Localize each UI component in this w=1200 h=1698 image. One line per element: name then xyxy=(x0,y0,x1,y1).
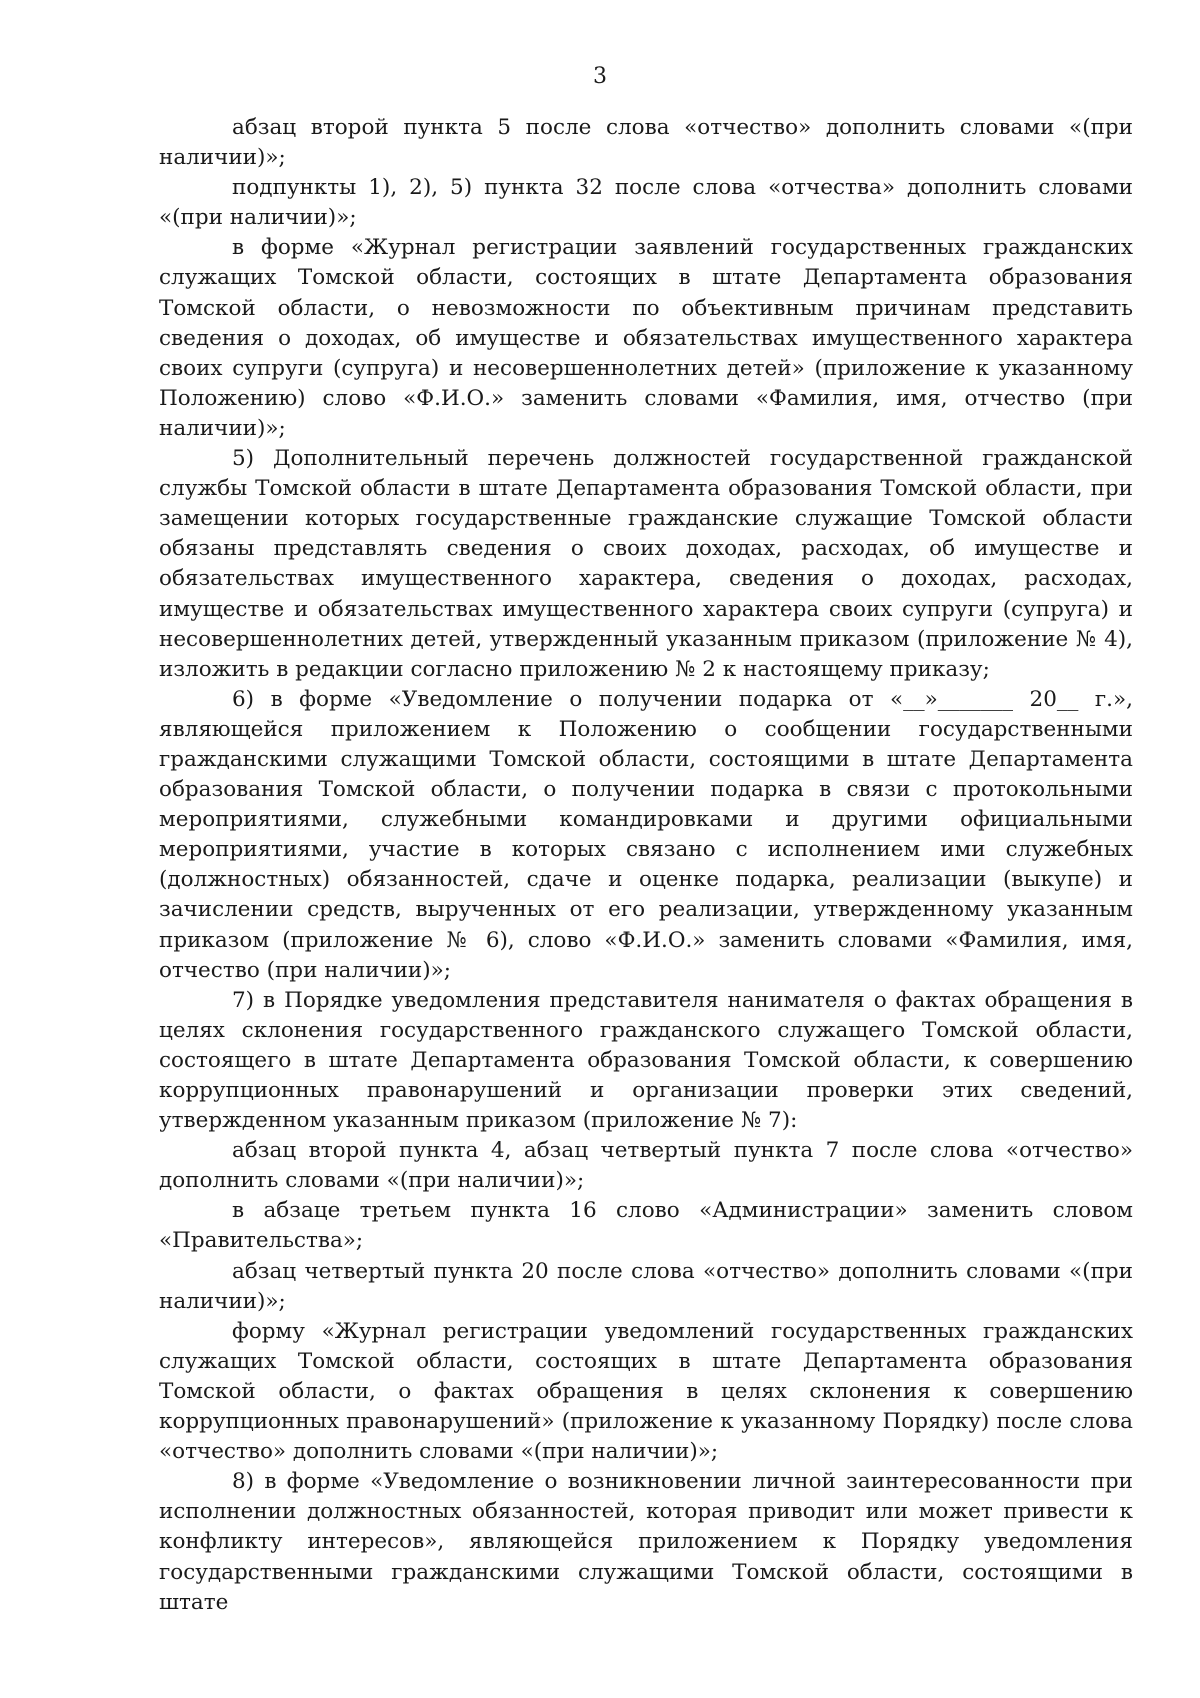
paragraph: 7) в Порядке уведомления представителя нанимателя о фактах обращения в целях склонения государственного гражданского служащего Томской области, состоящего в штате Департамента образования Томской области, к совершению коррупционных правонарушений и организации проверки этих сведений, утвержденном указанным приказом (приложение № 7): xyxy=(159,987,1133,1134)
paragraph: 8) в форме «Уведомление о возникновении личной заинтересованности при исполнении должностных обязанностей, которая приводит или может привести к конфликту интересов», являющейся приложением к Порядку уведомления государственными гражданскими служащими Томской области, состоящими в штате xyxy=(159,1469,1133,1615)
paragraph: 5) Дополнительный перечень должностей государственной гражданской службы Томской области в штате Департамента образования Томской области, при замещении которых государственные гражданские служащие Томской области обязаны представлять сведения о своих доходах, расходах, об имуществе и обязательствах имущественного характера, сведения о доходах, расходах, имуществе и обязательствах имущественного характера своих супруги (супруга) и несовершеннолетних детей, утвержденный указанным приказом (приложение № 4), изложить в редакции согласно приложению № 2 к настоящему приказу; xyxy=(159,446,1133,682)
paragraph: в форме «Журнал регистрации заявлений государственных гражданских служащих Томской области, состоящих в штате Департамента образования Томской области, о невозможности по объективным причинам представить сведения о доходах, об имуществе и обязательствах имущественного характера своих супруги (супруга) и несовершеннолетних детей» (приложение к указанному Положению) слово «Ф.И.О.» заменить словами «Фамилия, имя, отчество (при наличии)»; xyxy=(159,235,1133,441)
paragraph: форму «Журнал регистрации уведомлений государственных гражданских служащих Томской области, состоящих в штате Департамента образования Томской области, о фактах обращения в целях склонения к совершению коррупционных правонарушений» (приложение к указанному Порядку) после слова «отчество» дополнить словами «(при наличии)»; xyxy=(159,1318,1133,1465)
page-number: 3 xyxy=(593,64,607,89)
paragraph: в абзаце третьем пункта 16 слово «Администрации» заменить словом «Правительства»; xyxy=(159,1198,1133,1254)
paragraph: абзац четвертый пункта 20 после слова «отчество» дополнить словами «(при наличии)»; xyxy=(159,1258,1133,1314)
document-body xyxy=(159,113,1133,1618)
paragraph: 6) в форме «Уведомление о получении подарка от «__»_______ 20__ г.», являющейся приложением к Положению о сообщении государственными гражданскими служащими Томской области, состоящими в штате Департамента образования Томской области, о получении подарка в связи с протокольными мероприятиями, служебными командировками и другими официальными мероприятиями, участие в которых связано с исполнением ими служебных (должностных) обязанностей, сдаче и оценке подарка, реализации (выкупе) и зачислении средств, вырученных от его реализации, утвержденному указанным приказом (приложение № 6), слово «Ф.И.О.» заменить словами «Фамилия, имя, отчество (при наличии)»; xyxy=(159,686,1133,983)
paragraph: подпункты 1), 2), 5) пункта 32 после слова «отчества» дополнить словами «(при наличии)»; xyxy=(159,175,1133,231)
paragraph: абзац второй пункта 4, абзац четвертый пункта 7 после слова «отчество» дополнить словами «(при наличии)»; xyxy=(159,1138,1133,1194)
paragraph: абзац второй пункта 5 после слова «отчество» дополнить словами «(при наличии)»; xyxy=(159,115,1133,171)
